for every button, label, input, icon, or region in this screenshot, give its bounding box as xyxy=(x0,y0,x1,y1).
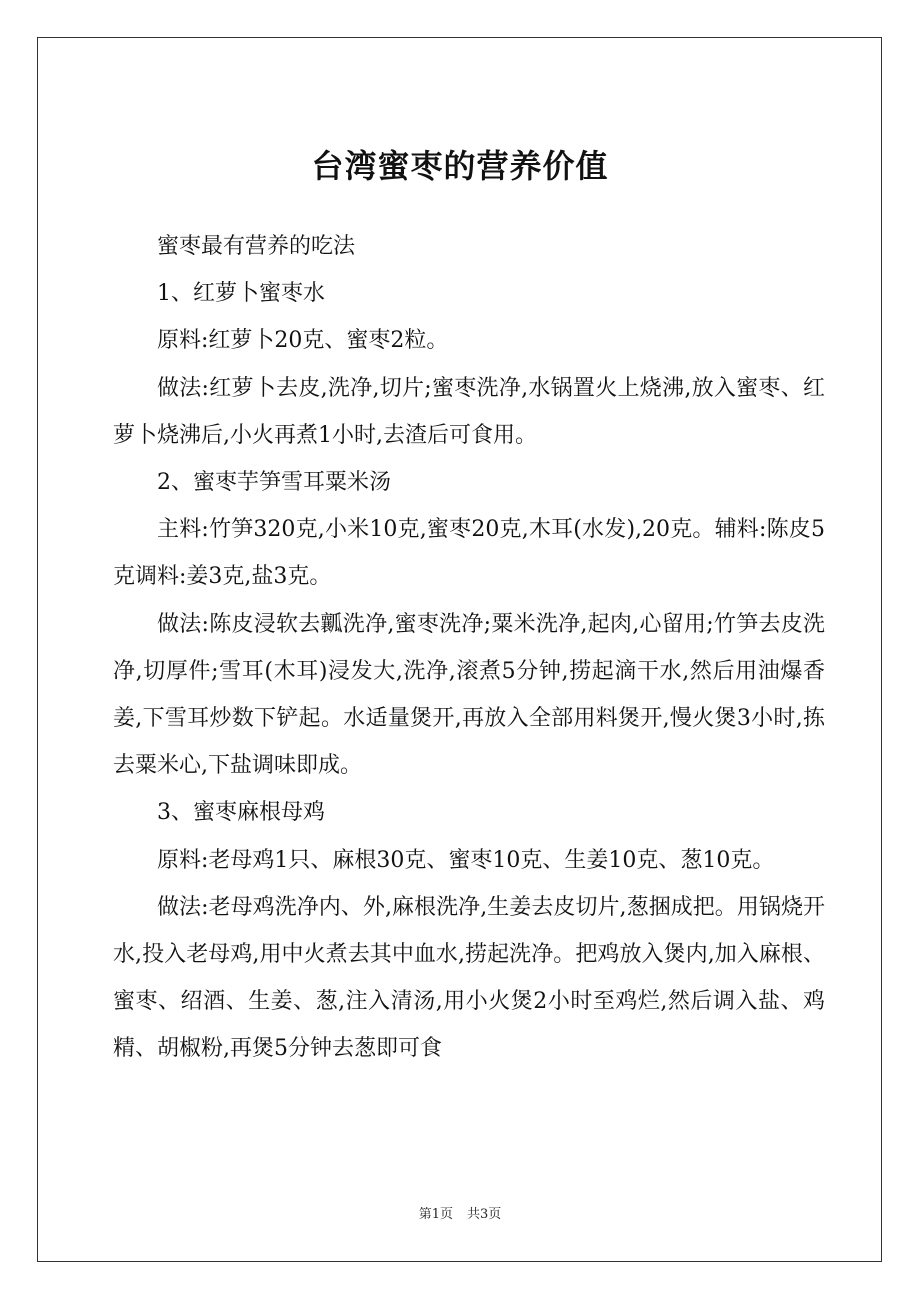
paragraph-section-heading: 蜜枣最有营养的吃法 xyxy=(157,234,356,259)
paragraph-recipe-1-title: 1、红萝卜蜜枣水 xyxy=(157,281,325,307)
document-title: 台湾蜜枣的营养价值 xyxy=(311,147,609,185)
paragraph-recipe-2-title: 2、蜜枣芋笋雪耳粟米汤 xyxy=(157,470,391,496)
page-footer xyxy=(0,1206,920,1224)
paragraph-recipe-3-ingredients: 原料:老母鸡1只、麻根30克、蜜枣10克、生姜10克、葱10克。 xyxy=(157,847,775,873)
paragraph-recipe-2-method: 做法:陈皮浸软去瓤洗净,蜜枣洗净;粟米洗净,起肉,心留用;竹笋去皮洗净,切厚件;雪耳(木耳)浸发大,洗净,滚煮5分钟,捞起滴干水,然后用油爆香姜,下雪耳炒数下铲起。水适量煲开,再放入全部用料煲开,慢火煲3小时,拣去粟米心,下盐调味即成。 xyxy=(113,611,825,779)
page-total: 共3页 xyxy=(467,1207,502,1222)
document-body xyxy=(113,223,825,1073)
paragraph-recipe-3-title: 3、蜜枣麻根母鸡 xyxy=(157,800,325,826)
paragraph-recipe-1-ingredients: 原料:红萝卜20克、蜜枣2粒。 xyxy=(157,328,449,354)
paragraph-recipe-2-ingredients: 主料:竹笋320克,小米10克,蜜枣20克,木耳(水发),20克。辅料:陈皮5克调料:姜3克,盐3克。 xyxy=(113,517,825,590)
page-number: 第1页 xyxy=(418,1207,453,1222)
paragraph-recipe-1-method: 做法:红萝卜去皮,洗净,切片;蜜枣洗净,水锅置火上烧沸,放入蜜枣、红萝卜烧沸后,小火再煮1小时,去渣后可食用。 xyxy=(113,375,825,448)
paragraph-recipe-3-method: 做法:老母鸡洗净内、外,麻根洗净,生姜去皮切片,葱捆成把。用锅烧开水,投入老母鸡,用中火煮去其中血水,捞起洗净。把鸡放入煲内,加入麻根、蜜枣、绍酒、生姜、葱,注入清汤,用小火煲2小时至鸡烂,然后调入盐、鸡精、胡椒粉,再煲5分钟去葱即可食 xyxy=(113,894,825,1062)
